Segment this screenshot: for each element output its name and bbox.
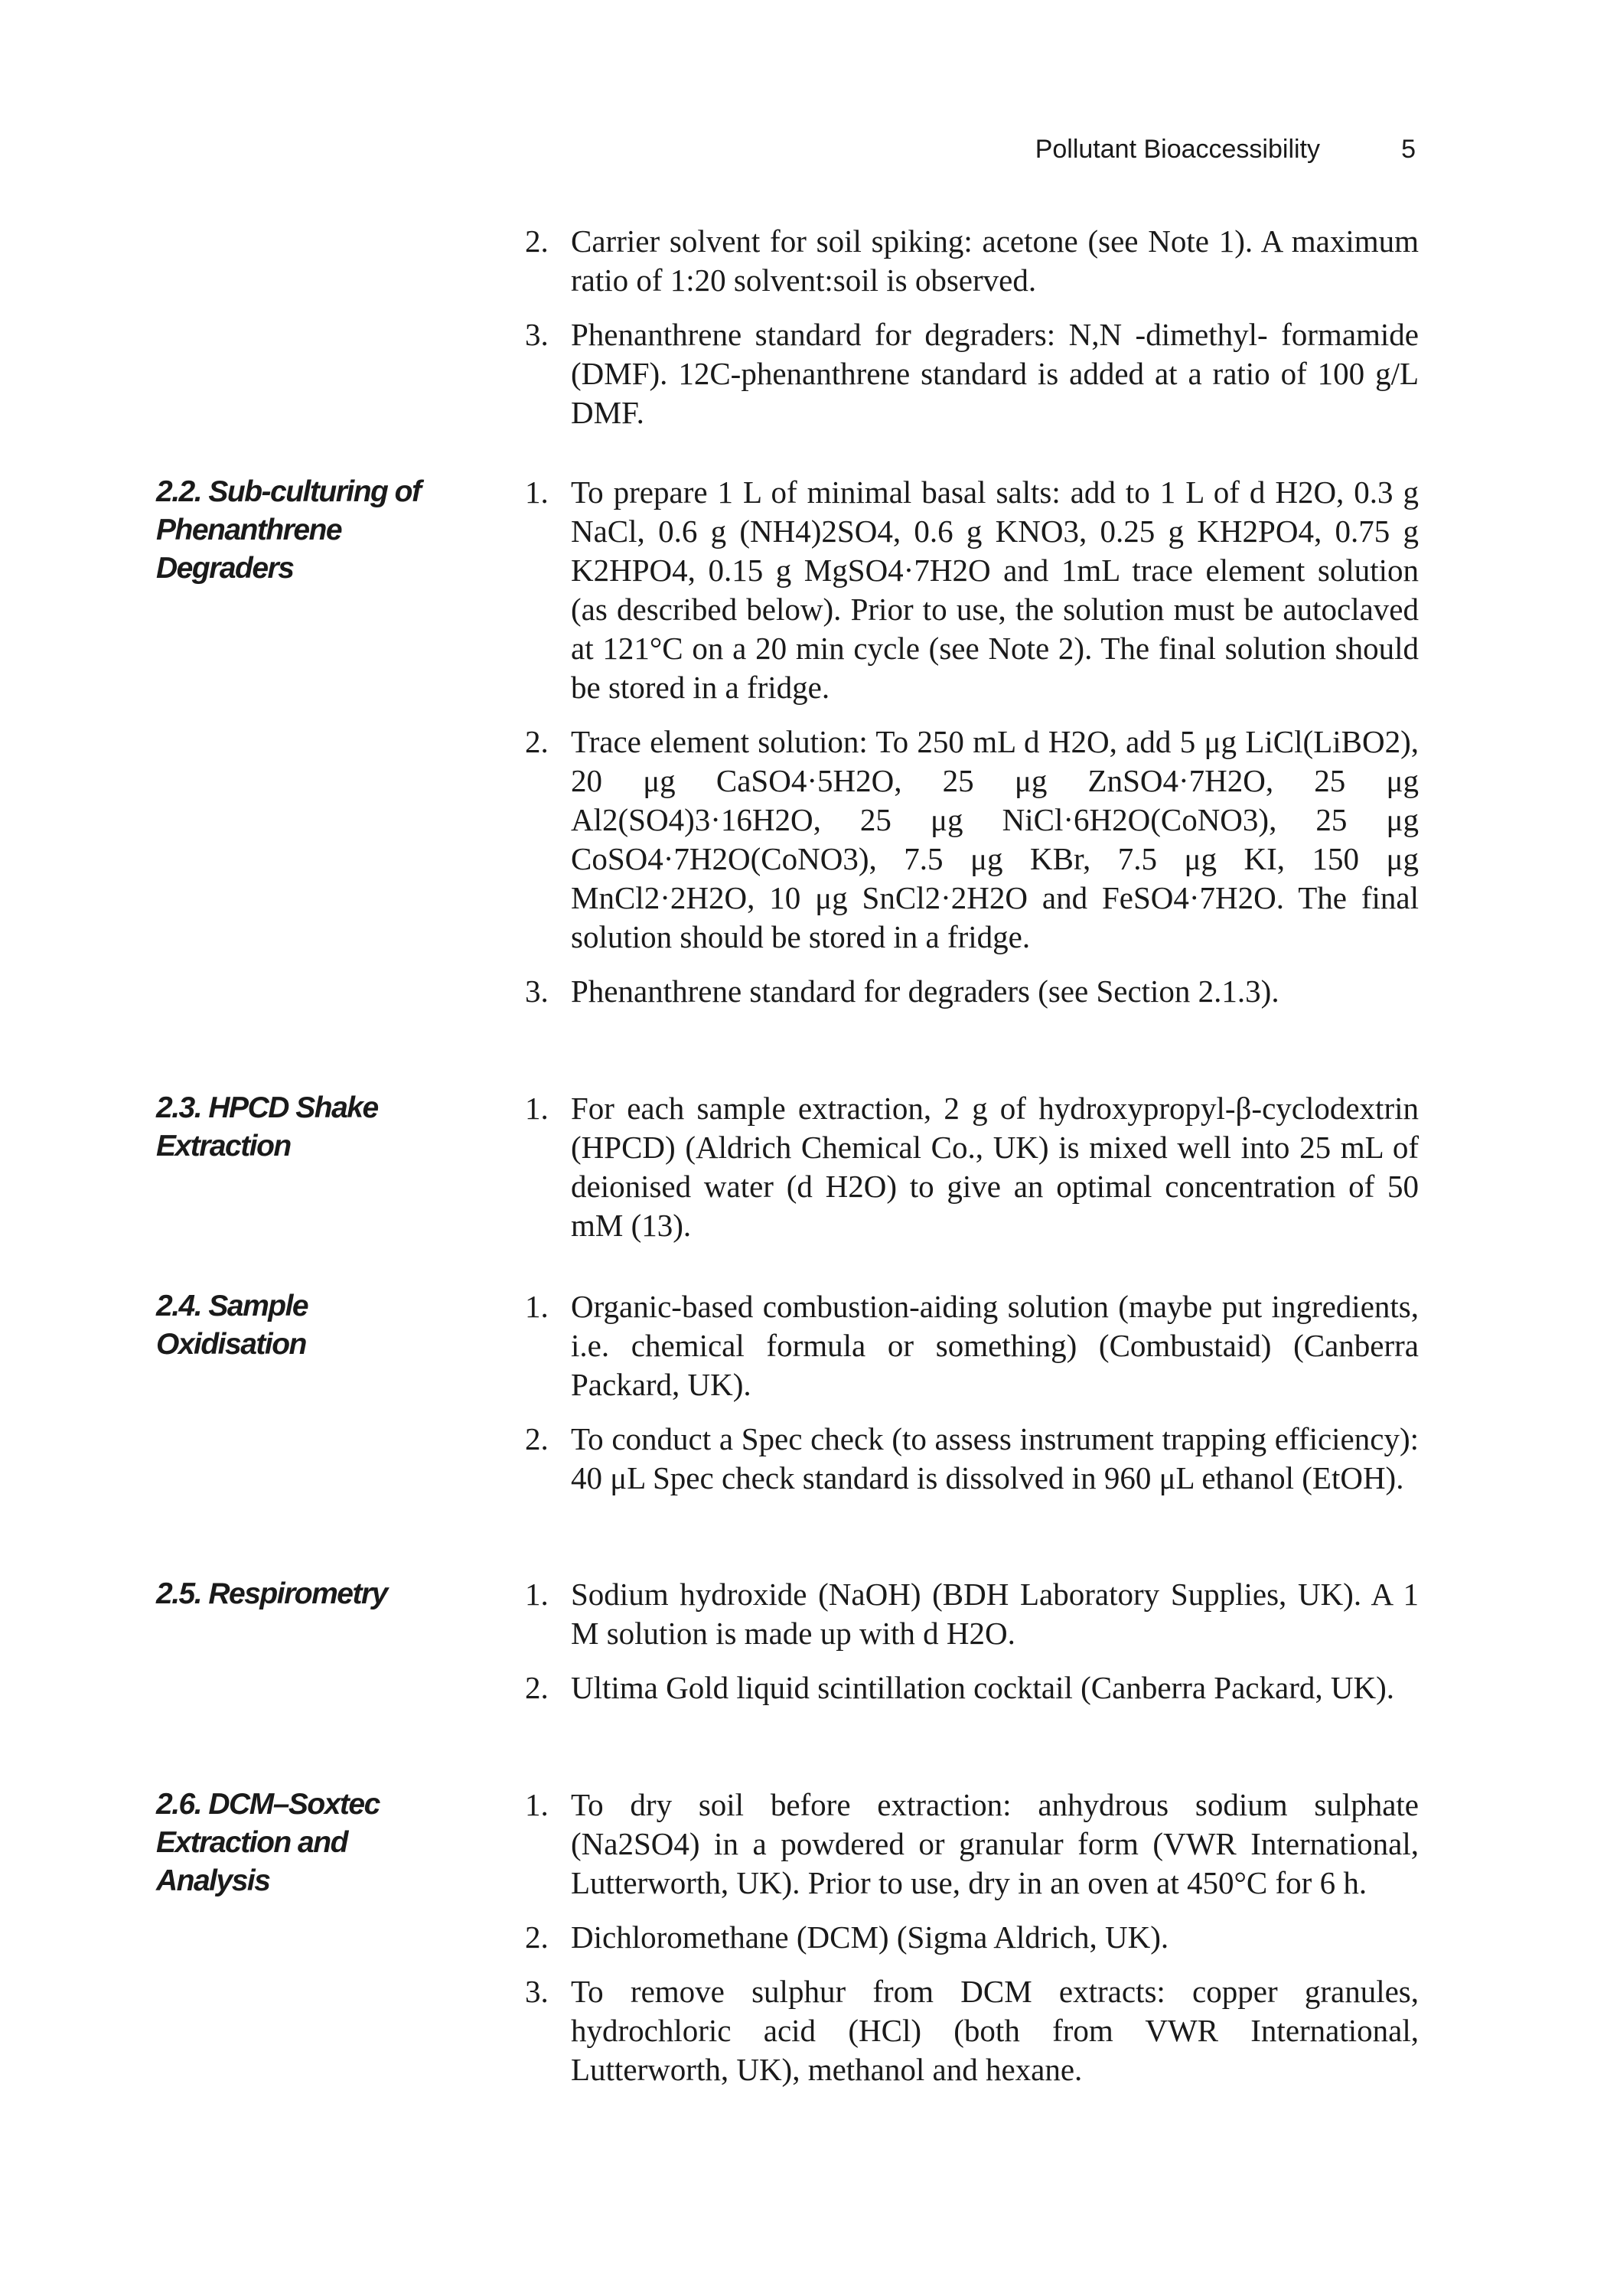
list-item <box>525 1287 1419 1404</box>
item-number: 1. <box>525 1577 549 1612</box>
item-text: Sodium hydroxide (NaOH) (BDH Laboratory Supplies, UK). A 1 M solution is made up with d H2O. <box>571 1577 1419 1651</box>
item-list <box>525 1575 1419 1723</box>
list-item <box>525 1668 1419 1707</box>
item-text: For each sample extraction, 2 g of hydroxypropyl-β-cyclodextrin (HPCD) (Aldrich Chemical Co., UK) is mixed well into 25 mL of deionised water (d H2O) to give an optimal concentration of 50 mM (13). <box>571 1091 1419 1243</box>
item-list <box>525 473 1419 1026</box>
item-number: 3. <box>525 974 549 1009</box>
item-text: Trace element solution: To 250 mL d H2O, add 5 μg LiCl(LiBO2), 20 μg CaSO4·5H2O, 25 μg ZnSO4·7H2O, 25 μg Al2(SO4)3·16H2O, 25 μg NiCl·6H2O(CoNO3), 25 μg CoSO4·7H2O(CoNO3), 7.5 μg KBr, 7.5 μg KI, 150 μg MnCl2·2H2O, 10 μg SnCl2·2H2O and FeSO4·7H2O. The final solution should be stored in a fridge. <box>571 724 1419 954</box>
list-item <box>525 315 1419 432</box>
section-heading: 2.3. HPCD Shake Extraction <box>156 1091 378 1163</box>
item-number: 3. <box>525 1974 549 2009</box>
item-text: Carrier solvent for soil spiking: acetone (see Note 1). A maximum ratio of 1:20 solvent:soil is observed. <box>571 223 1419 298</box>
list-item <box>525 972 1419 1011</box>
item-text: To conduct a Spec check (to assess instrument trapping efficiency): 40 μL Spec check standard is dissolved in 960 μL ethanol (EtOH). <box>571 1421 1419 1495</box>
item-list <box>525 1089 1419 1261</box>
item-text: To remove sulphur from DCM extracts: copper granules, hydrochloric acid (HCl) (both from VWR International, Lutterworth, UK), methanol and hexane. <box>571 1974 1419 2087</box>
running-header <box>949 135 1416 173</box>
section-heading: 2.5. Respirometry <box>156 1577 387 1610</box>
item-text: To dry soil before extraction: anhydrous sodium sulphate (Na2SO4) in a powdered or granular form (VWR International, Lutterworth, UK). Prior to use, dry in an oven at 450°C for 6 h. <box>571 1787 1419 1900</box>
list-item <box>525 1918 1419 1957</box>
item-text: Phenanthrene standard for degraders: N,N -dimethyl- formamide (DMF). 12C-phenanthrene standard is added at a ratio of 100 g/L DMF. <box>571 317 1419 430</box>
running-title: Pollutant Bioaccessibility <box>1035 135 1320 164</box>
item-number: 3. <box>525 317 549 352</box>
item-number: 2. <box>525 223 549 259</box>
list-item <box>525 1575 1419 1653</box>
list-item <box>525 1972 1419 2089</box>
section-heading: 2.6. DCM–Soxtec Extraction and Analysis <box>156 1788 380 1897</box>
item-number: 2. <box>525 724 549 759</box>
item-list <box>525 1287 1419 1513</box>
list-item <box>525 1420 1419 1498</box>
item-number: 2. <box>525 1421 549 1456</box>
item-text: Dichloromethane (DCM) (Sigma Aldrich, UK). <box>571 1919 1169 1955</box>
item-text: Ultima Gold liquid scintillation cocktail (Canberra Packard, UK). <box>571 1670 1394 1705</box>
item-number: 1. <box>525 1787 549 1822</box>
item-text: To prepare 1 L of minimal basal salts: add to 1 L of d H2O, 0.3 g NaCl, 0.6 g (NH4)2SO4, 0.6 g KNO3, 0.25 g KH2PO4, 0.75 g K2HPO4, 0.15 g MgSO4·7H2O and 1mL trace element solution (as described below). Prior to use, the solution must be autoclaved at 121°C on a 20 min cycle (see Note 2). The final solution should be stored in a fridge. <box>571 475 1419 705</box>
section-heading: 2.2. Sub-culturing of Phenanthrene Degraders <box>156 475 421 585</box>
section-heading: 2.4. Sample Oxidisation <box>156 1290 308 1361</box>
item-list <box>525 1786 1419 2105</box>
item-list <box>525 222 1419 448</box>
item-text: Organic-based combustion-aiding solution (maybe put ingredients, i.e. chemical formula or something) (Combustaid) (Canberra Packard, UK). <box>571 1289 1419 1402</box>
list-item <box>525 1786 1419 1903</box>
item-number: 2. <box>525 1670 549 1705</box>
item-text: Phenanthrene standard for degraders (see Section 2.1.3). <box>571 974 1279 1009</box>
item-number: 2. <box>525 1919 549 1955</box>
list-item <box>525 722 1419 957</box>
list-item <box>525 222 1419 300</box>
list-item <box>525 1089 1419 1245</box>
item-number: 1. <box>525 475 549 510</box>
item-number: 1. <box>525 1289 549 1324</box>
list-item <box>525 473 1419 707</box>
item-number: 1. <box>525 1091 549 1126</box>
page-number: 5 <box>1401 135 1416 164</box>
